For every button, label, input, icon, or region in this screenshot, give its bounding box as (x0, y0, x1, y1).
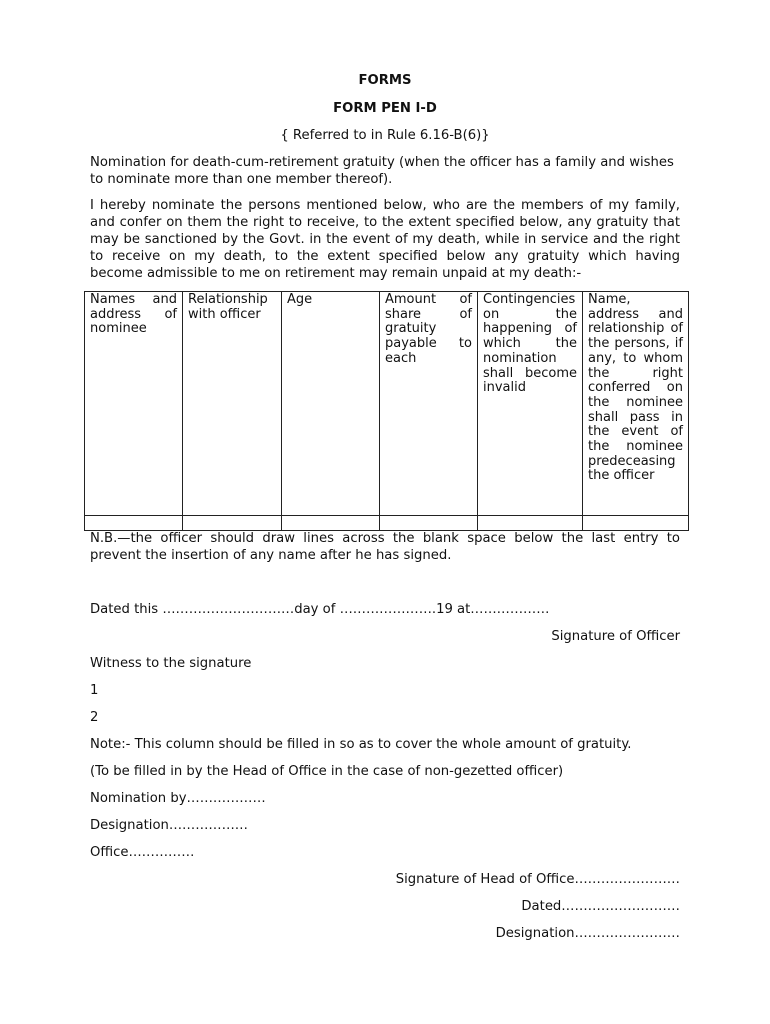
nb-line2: prevent the insertion of any name after he has signed. (90, 548, 452, 563)
office-field: Office…………… (90, 845, 195, 860)
witness-2: 2 (90, 710, 99, 725)
blank-cell (380, 516, 478, 531)
form-title: FORM PEN I-D (333, 101, 437, 116)
nomination-purpose-line2: to nominate more than one member thereof). (90, 172, 393, 187)
note-gratuity: Note:- This column should be filled in so as to cover the whole amount of gratuity. (90, 737, 632, 752)
col-alternate-nominee: Name, address and relationship of the persons, if any, to whom the right conferred on the nominee shall pass in the event of the nominee predeceasing the officer (583, 292, 689, 516)
witness-1: 1 (90, 683, 99, 698)
section-heading: FORMS (358, 73, 412, 88)
nb-line1: N.B.—the officer should draw lines across the blank space below the last entry to (90, 531, 680, 546)
blank-cell (85, 516, 183, 531)
signature-of-officer: Signature of Officer (551, 629, 680, 644)
declaration-line1: I hereby nominate the persons mentioned below, who are the members of my family, (90, 198, 680, 213)
footer-designation: Designation…………………… (495, 926, 680, 941)
declaration-line5: become admissible to me on retirement may remain unpaid at my death:- (90, 266, 582, 281)
table-blank-row (85, 516, 689, 531)
head-of-office-instruction: (To be filled in by the Head of Office in the case of non-gezetted officer) (90, 764, 564, 779)
col-contingencies: Contingencies on the happening of which the nomination shall become invalid (478, 292, 583, 516)
dated-this-line: Dated this …………………………day of ………………….19 at……………… (90, 602, 550, 617)
designation-field: Designation……………… (90, 818, 248, 833)
nomination-table (84, 291, 689, 531)
declaration-line2: and confer on them the right to receive, to the extent specified below, any gratuity that (90, 215, 680, 230)
declaration-line4: to receive on my death, to the extent specified below any gratuity which having (90, 249, 680, 264)
signature-head-of-office: Signature of Head of Office…………………… (395, 872, 680, 887)
rule-reference: { Referred to in Rule 6.16-B(6)} (280, 128, 490, 143)
witness-heading: Witness to the signature (90, 656, 252, 671)
blank-cell (282, 516, 380, 531)
nomination-purpose-line1: Nomination for death-cum-retirement gratuity (when the officer has a family and wishes (90, 155, 674, 170)
col-names-address: Names and address of nominee (85, 292, 183, 516)
declaration-line3: may be sanctioned by the Govt. in the event of my death, while in service and the right (90, 232, 680, 247)
nomination-by: Nomination by……………… (90, 791, 266, 806)
blank-cell (478, 516, 583, 531)
blank-cell (183, 516, 282, 531)
table-header-row (85, 292, 689, 516)
footer-dated: Dated……………………… (521, 899, 680, 914)
col-relationship: Relationship with officer (183, 292, 282, 516)
blank-cell (583, 516, 689, 531)
col-amount-share: Amount of share of gratuity payable to each (380, 292, 478, 516)
col-age: Age (282, 292, 380, 516)
